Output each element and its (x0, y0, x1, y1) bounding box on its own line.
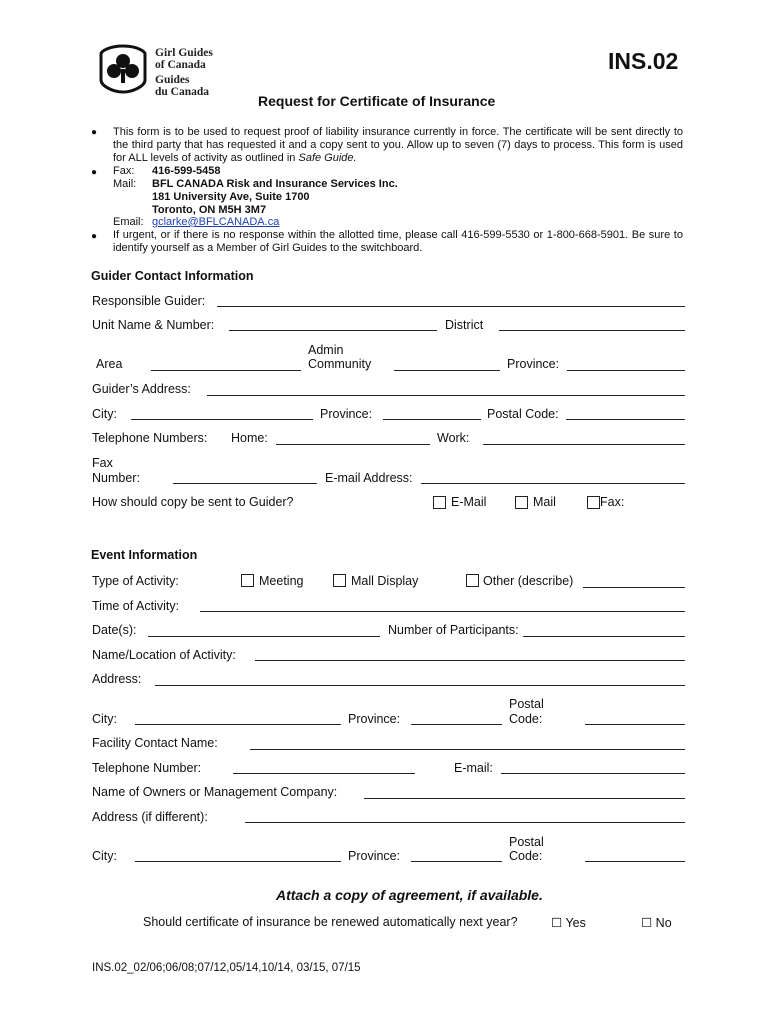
mall-display-checkbox[interactable] (333, 574, 346, 587)
time-of-activity-label: Time of Activity: (92, 599, 180, 613)
province-field[interactable] (567, 370, 685, 371)
trefoil-icon (98, 44, 148, 94)
fax-label: Fax: (113, 165, 135, 177)
other-option-label: Other (describe) (483, 574, 574, 588)
email-address-label: E-mail Address: (325, 471, 413, 485)
city-label: City: (92, 407, 117, 421)
responsible-guider-label: Responsible Guider: (92, 294, 206, 308)
facility-contact-field[interactable] (250, 749, 685, 750)
fax-number-field[interactable] (173, 483, 317, 484)
name-location-field[interactable] (255, 660, 685, 661)
dates-field[interactable] (148, 636, 380, 637)
dates-label: Date(s): (92, 623, 137, 637)
participants-field[interactable] (523, 636, 685, 637)
fax-option-label: Fax: (600, 495, 625, 509)
postal-code-label-1: Postal (509, 835, 544, 849)
admin-community-field[interactable] (394, 370, 500, 371)
province-label: Province: (507, 357, 560, 371)
telephone-number-field[interactable] (233, 773, 415, 774)
name-location-label: Name/Location of Activity: (92, 648, 236, 662)
mail-checkbox[interactable] (515, 496, 528, 509)
email-field[interactable] (501, 773, 685, 774)
admin-community-label-1: Admin (308, 343, 344, 357)
form-code: INS.02 (608, 48, 679, 74)
telephone-number-label: Telephone Number: (92, 761, 202, 775)
telephone-numbers-label: Telephone Numbers: (92, 431, 208, 445)
postal-code-label-1: Postal (509, 697, 544, 711)
other-checkbox[interactable] (466, 574, 479, 587)
postal-code-field[interactable] (585, 724, 685, 725)
postal-code-label-2: Code: (509, 712, 543, 726)
org-logo (98, 44, 148, 94)
mall-display-option-label: Mall Display (351, 574, 419, 588)
owners-field[interactable] (364, 798, 685, 799)
owners-label: Name of Owners or Management Company: (92, 785, 338, 799)
email-label: Email: (113, 216, 144, 228)
guider-address-field[interactable] (207, 395, 685, 396)
email-option-label: E-Mail (451, 495, 487, 509)
copy-question: How should copy be sent to Guider? (92, 495, 294, 509)
renew-question: Should certificate of insurance be renewed automatically next year? (143, 915, 518, 929)
guider-section-heading: Guider Contact Information (91, 269, 254, 283)
city-field[interactable] (131, 419, 313, 420)
district-field[interactable] (499, 330, 685, 331)
facility-contact-label: Facility Contact Name: (92, 736, 218, 750)
mail-line-3: Toronto, ON M5H 3M7 (152, 204, 267, 216)
footer-code: INS.02_02/06;06/08;07/12,05/14,10/14, 03/15, 07/15 (92, 962, 361, 974)
unit-name-field[interactable] (229, 330, 437, 331)
address-field[interactable] (155, 685, 685, 686)
address-label: Address: (92, 672, 142, 686)
district-label: District (445, 318, 484, 332)
area-field[interactable] (151, 370, 301, 371)
fax-value: 416-599-5458 (152, 165, 221, 177)
address-if-different-field[interactable] (245, 822, 685, 823)
work-phone-field[interactable] (483, 444, 685, 445)
city-field[interactable] (135, 861, 341, 862)
fax-number-label-2: Number: (92, 471, 140, 485)
province-field[interactable] (411, 724, 502, 725)
bullet-dot: ● (91, 167, 98, 178)
home-label: Home: (231, 431, 268, 445)
email-label: E-mail: (454, 761, 493, 775)
city-field[interactable] (135, 724, 341, 725)
unit-name-label: Unit Name & Number: (92, 318, 215, 332)
responsible-guider-field[interactable] (217, 306, 685, 307)
province-label: Province: (348, 849, 401, 863)
postal-code-label: Postal Code: (487, 407, 559, 421)
renew-yes-option[interactable]: ☐ Yes (551, 916, 586, 930)
email-link[interactable]: gclarke@BFLCANADA.ca (152, 216, 280, 228)
page-title: Request for Certificate of Insurance (258, 93, 496, 109)
province-field[interactable] (411, 861, 502, 862)
province-label: Province: (320, 407, 373, 421)
fax-number-label-1: Fax (92, 456, 113, 470)
province-label: Province: (348, 712, 401, 726)
mail-line-2: 181 University Ave, Suite 1700 (152, 191, 310, 203)
intro-paragraph: This form is to be used to request proof of liability insurance currently in force. The certificate will be sent directly to the third party that has requested it and a copy sent to you. Allow up to seven (7) days to process. This form is used for ALL levels of activity as outlined in Safe Guide. (113, 126, 683, 165)
other-describe-field[interactable] (583, 587, 685, 588)
postal-code-label-2: Code: (509, 849, 543, 863)
postal-code-field[interactable] (566, 419, 685, 420)
address-if-different-label: Address (if different): (92, 810, 208, 824)
mail-line-1: BFL CANADA Risk and Insurance Services Inc. (152, 178, 398, 190)
mail-label: Mail: (113, 178, 137, 190)
org-name: Girl Guides of Canada Guides du Canada (155, 47, 213, 98)
renew-no-option[interactable]: ☐ No (641, 916, 672, 930)
area-label: Area (96, 357, 123, 371)
admin-community-label-2: Community (308, 357, 372, 371)
work-label: Work: (437, 431, 470, 445)
mail-option-label: Mail (533, 495, 556, 509)
email-checkbox[interactable] (433, 496, 446, 509)
attach-note: Attach a copy of agreement, if available. (276, 887, 543, 903)
email-address-field[interactable] (421, 483, 685, 484)
fax-checkbox[interactable] (587, 496, 600, 509)
meeting-checkbox[interactable] (241, 574, 254, 587)
urgent-paragraph: If urgent, or if there is no response within the allotted time, please call 416-599-5530 or 1-800-668-5901. Be sure to identify yourself as a Member of Girl Guides to the switchboard. (113, 229, 683, 255)
event-section-heading: Event Information (91, 548, 198, 562)
bullet-dot: ● (91, 127, 98, 138)
province-field[interactable] (383, 419, 481, 420)
time-of-activity-field[interactable] (200, 611, 685, 612)
meeting-option-label: Meeting (259, 574, 304, 588)
type-of-activity-label: Type of Activity: (92, 574, 179, 588)
city-label: City: (92, 712, 117, 726)
participants-label: Number of Participants: (388, 623, 519, 637)
guider-address-label: Guider’s Address: (92, 382, 191, 396)
home-phone-field[interactable] (276, 444, 430, 445)
postal-code-field[interactable] (585, 861, 685, 862)
city-label: City: (92, 849, 117, 863)
bullet-dot: ● (91, 231, 98, 242)
